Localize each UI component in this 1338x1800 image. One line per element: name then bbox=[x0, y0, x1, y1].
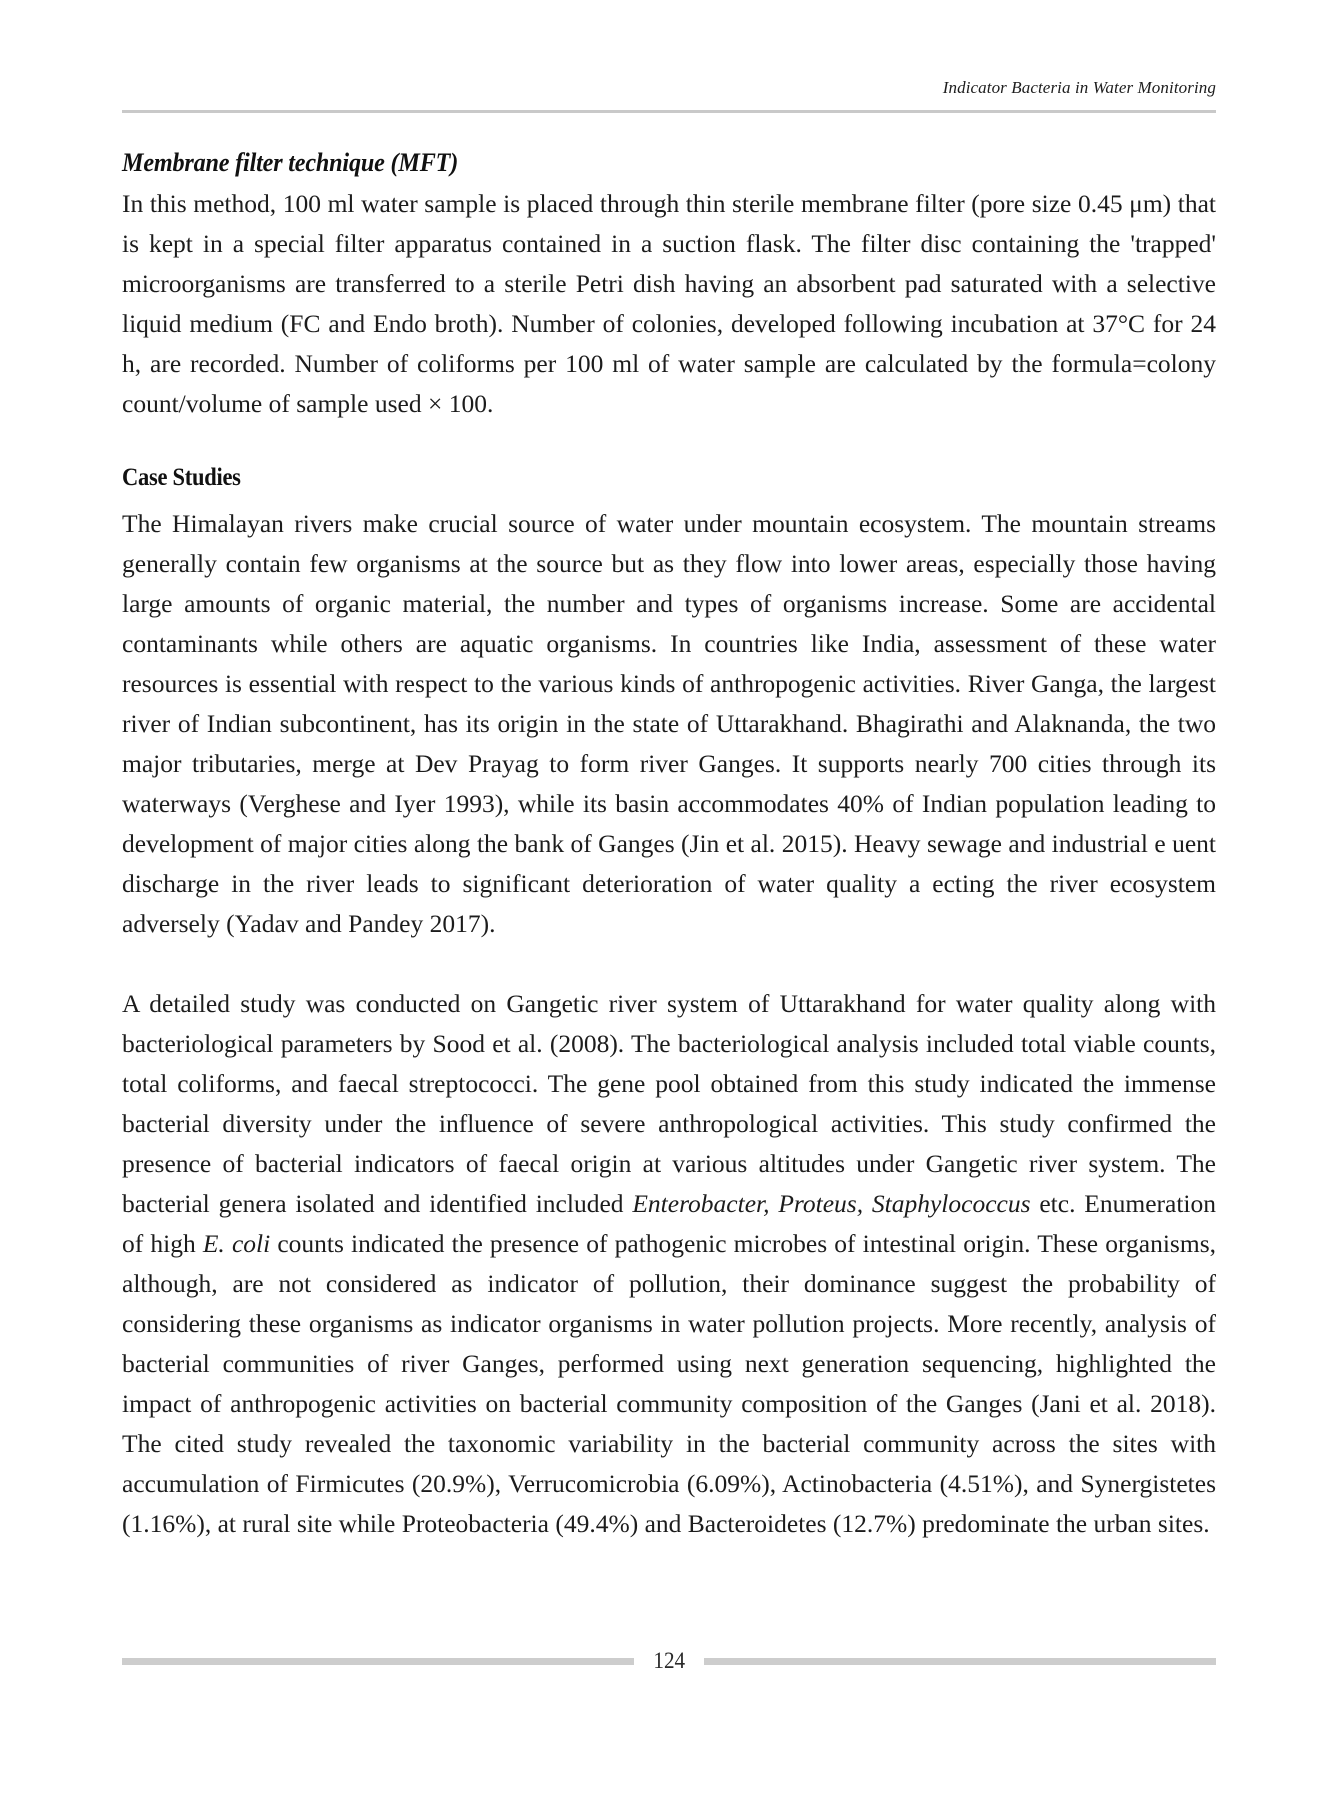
section-title-membrane-filter-technique: Membrane filter technique (MFT) bbox=[122, 148, 459, 177]
page-number: 124 bbox=[653, 1648, 685, 1673]
section-heading-case-studies: Case Studies bbox=[122, 464, 241, 491]
footer-rule-right bbox=[704, 1658, 1216, 1665]
page-footer bbox=[122, 1648, 1216, 1674]
paragraph-himalayan-rivers: The Himalayan rivers make crucial source of water under mountain ecosystem. The mountain streams generally contain few organisms at the source but as they flow into lower areas, especially those having large amounts of organic material, the number and types of organisms increase. Some are accidental contaminants while others are aquatic organisms. In countries like India, assessment of these water resources is essential with respect to the various kinds of anthropogenic activities. River Ganga, the largest river of Indian subcontinent, has its origin in the state of Uttarakhand. Bhagirathi and Alaknanda, the two major tributaries, merge at Dev Prayag to form river Ganges. It supports nearly 700 cities through its waterways (Verghese and Iyer 1993), while its basin accommodates 40% of Indian population leading to development of major cities along the bank of Ganges (Jin et al. 2015). Heavy sewage and industrial e uent discharge in the river leads to significant deterioration of water quality a ecting the river ecosystem adversely (Yadav and Pandey 2017). bbox=[122, 509, 1216, 938]
text-column bbox=[122, 148, 1216, 1544]
running-header: Indicator Bacteria in Water Monitoring bbox=[942, 78, 1216, 97]
paragraph-sood-study-text-2: etc. Enumeration of high bbox=[122, 1189, 1216, 1258]
paragraph-membrane-filter-technique: In this method, 100 ml water sample is placed through thin sterile membrane filter (pore size 0.45 μm) that is kept in a special filter apparatus contained in a suction flask. The filter disc containing the 'trapped' microorganisms are transferred to a sterile Petri dish having an absorbent pad saturated with a selective liquid medium (FC and Endo broth). Number of colonies, developed following incubation at 37°C for 24 h, are recorded. Number of coliforms per 100 ml of water sample are calculated by the formula=colony count/volume of sample used × 100. bbox=[122, 189, 1216, 418]
species-name-e-coli-italic: E. coli bbox=[202, 1229, 271, 1258]
genus-names-italic: Enterobacter, Proteus, Staphylococcus bbox=[632, 1189, 1031, 1218]
header-divider-rule bbox=[122, 110, 1216, 113]
paragraph-sood-study-text-1: A detailed study was conducted on Gangetic river system of Uttarakhand for water quality along with bacteriological parameters by Sood et al. (2008). The bacteriological analysis included total viable counts, total coliforms, and faecal streptococci. The gene pool obtained from this study indicated the immense bacterial diversity under the influence of severe anthropological activities. This study confirmed the presence of bacterial indicators of faecal origin at various altitudes under Gangetic river system. The bacterial genera isolated and identified included bbox=[122, 989, 1216, 1218]
paragraph-sood-study bbox=[122, 984, 1216, 1544]
paragraph-sood-study-text-3: counts indicated the presence of pathogenic microbes of intestinal origin. These organisms, although, are not considered as indicator of pollution, their dominance suggest the probability of considering these organisms as indicator organisms in water pollution projects. More recently, analysis of bacterial communities of river Ganges, performed using next generation sequencing, highlighted the impact of anthropogenic activities on bacterial community composition of the Ganges (Jani et al. 2018). The cited study revealed the taxonomic variability in the bacterial community across the sites with accumulation of Firmicutes (20.9%), Verrucomicrobia (6.09%), Actinobacteria (4.51%), and Synergistetes (1.16%), at rural site while Proteobacteria (49.4%) and Bacteroidetes (12.7%) predominate the urban sites. bbox=[122, 1229, 1216, 1538]
footer-rule-left bbox=[122, 1658, 634, 1665]
